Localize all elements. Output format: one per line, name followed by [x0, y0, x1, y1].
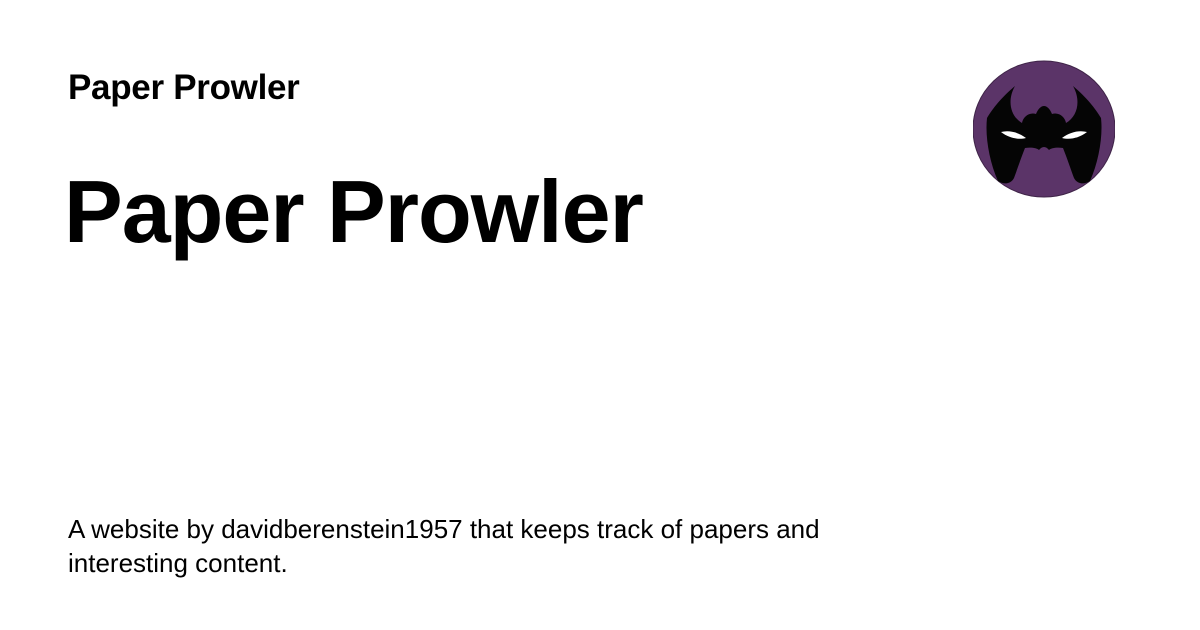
- site-description: A website by davidberenstein1957 that keeps track of papers and interesting content.: [68, 514, 820, 578]
- masked-prowler-icon: [973, 60, 1115, 198]
- site-name: Paper Prowler: [68, 68, 300, 107]
- page-title: Paper Prowler: [64, 162, 643, 261]
- logo: [973, 60, 1115, 198]
